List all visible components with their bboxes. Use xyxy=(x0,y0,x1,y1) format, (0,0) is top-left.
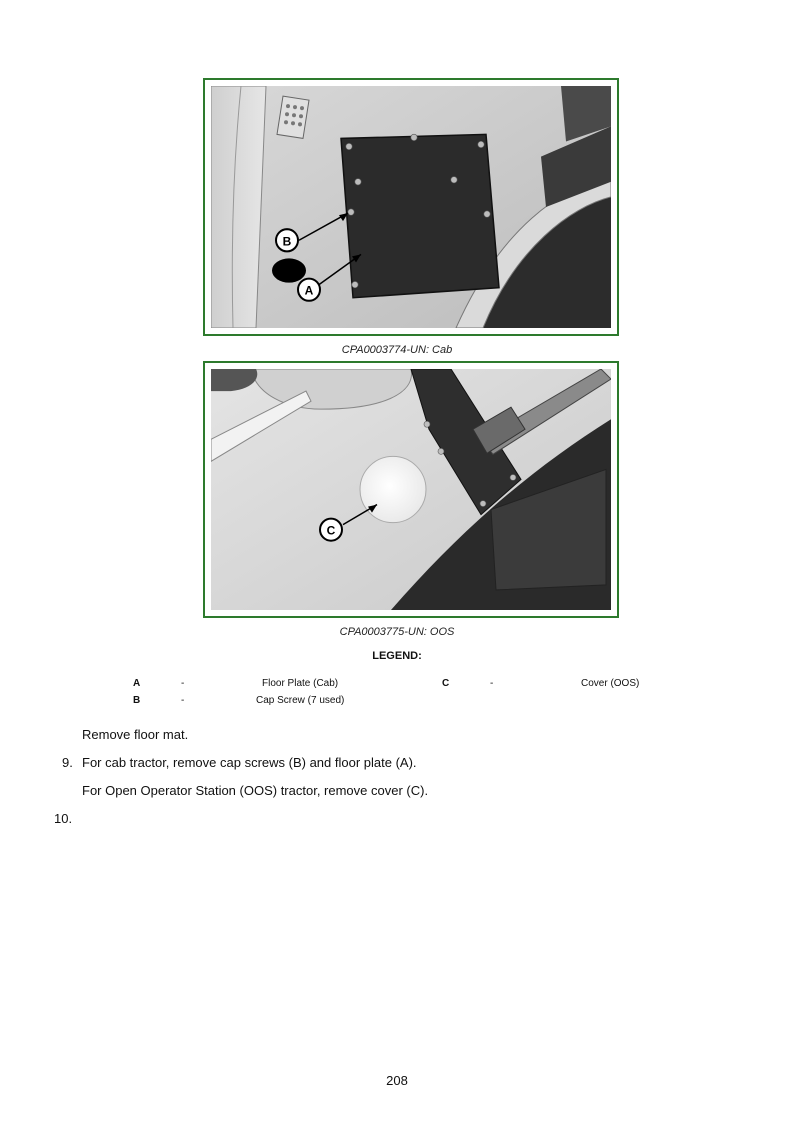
cab-illustration xyxy=(211,86,611,328)
svg-text:A: A xyxy=(304,283,314,298)
legend-dash: - xyxy=(490,678,494,689)
legend-label-c: Cover (OOS) xyxy=(581,678,640,689)
step-number-9: 9. xyxy=(62,755,73,770)
svg-text:B: B xyxy=(282,234,292,249)
figure-cab-floor-plate xyxy=(203,78,619,336)
oos-illustration xyxy=(211,369,611,610)
figure-caption: CPA0003775-UN: OOS xyxy=(339,626,455,638)
step-text-9: For cab tractor, remove cap screws (B) and floor plate (A). xyxy=(82,755,417,770)
legend-key-c: C xyxy=(442,678,450,689)
legend-title: LEGEND: xyxy=(372,650,422,662)
legend-label-b: Cap Screw (7 used) xyxy=(256,695,345,706)
legend-label-a: Floor Plate (Cab) xyxy=(262,678,339,689)
figure-caption: CPA0003774-UN: Cab xyxy=(341,344,453,356)
figure-oos-cover xyxy=(203,361,619,618)
legend-dash: - xyxy=(181,695,185,706)
legend-key-b: B xyxy=(133,695,141,706)
step-number-10: 10. xyxy=(54,811,73,826)
callout-a xyxy=(298,279,320,301)
legend-key-a: A xyxy=(133,678,141,689)
step-text-remove-floor-mat: Remove floor mat. xyxy=(82,727,189,742)
legend-dash: - xyxy=(181,678,185,689)
step-text-9-oos: For Open Operator Station (OOS) tractor, remove cover (C). xyxy=(82,783,429,798)
svg-text:C: C xyxy=(326,523,336,538)
page-number: 208 xyxy=(386,1073,408,1088)
callout-b xyxy=(276,229,298,251)
callout-c xyxy=(320,519,342,541)
